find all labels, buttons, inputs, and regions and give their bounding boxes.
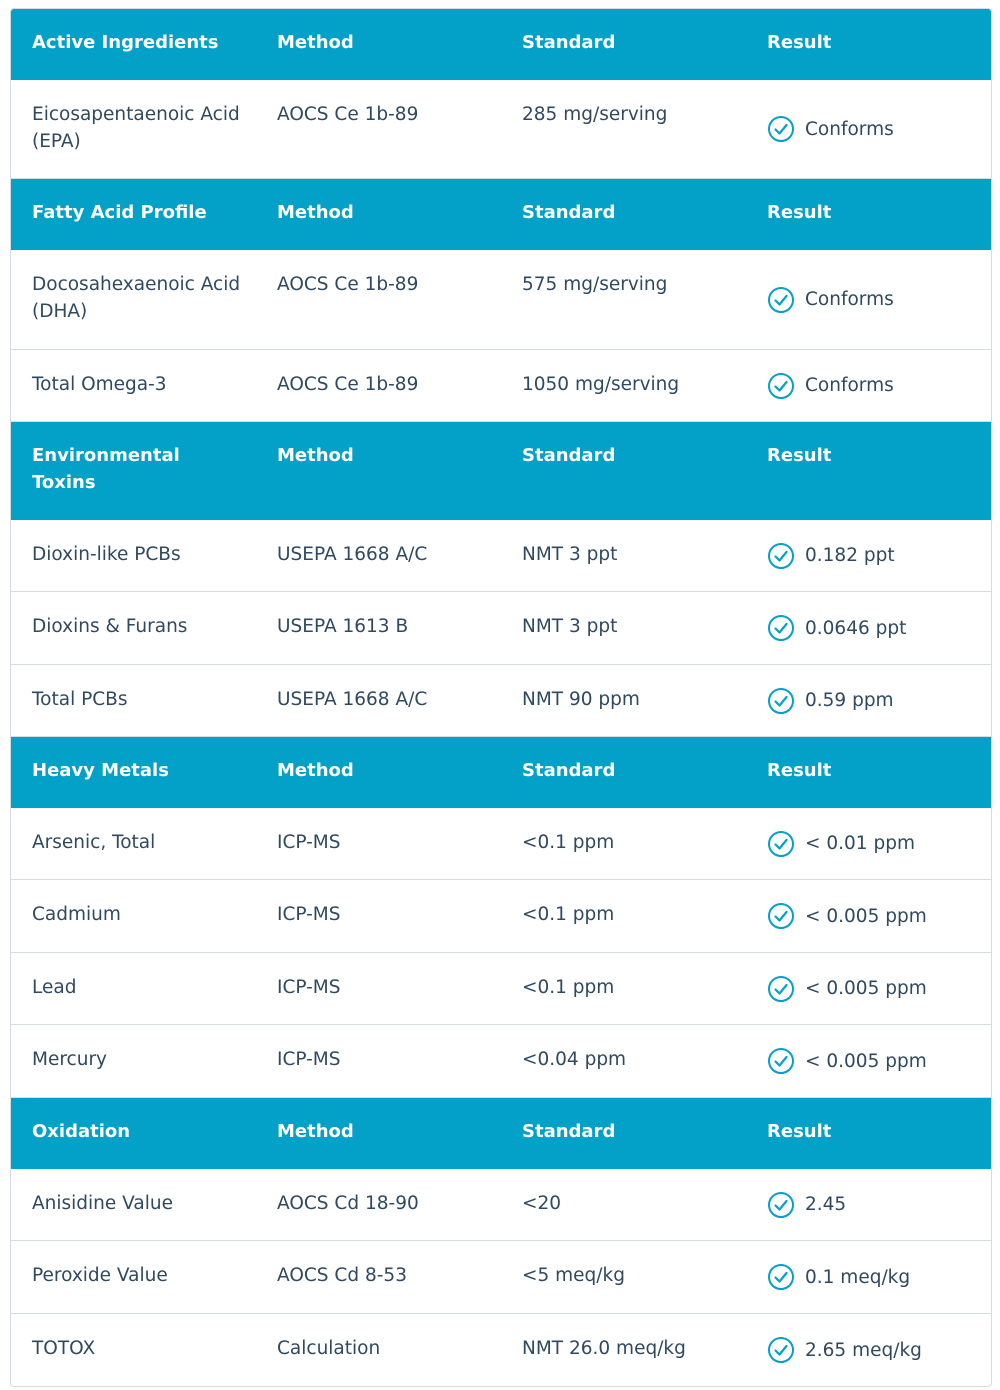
- method-value: AOCS Cd 8-53: [277, 1265, 407, 1286]
- result-cell: [746, 953, 991, 1024]
- result-cell: [746, 1169, 991, 1240]
- standard-value: 575 mg/serving: [522, 274, 668, 295]
- section-header-fatty-acid-profile: [11, 179, 991, 250]
- method-value: ICP-MS: [277, 832, 341, 853]
- check-circle-icon: [767, 975, 795, 1003]
- result-cell: [746, 250, 991, 349]
- result-cell: [746, 520, 991, 591]
- column-header-standard: Standard: [522, 1121, 616, 1142]
- check-circle-icon: [767, 902, 795, 930]
- table-row: [11, 665, 991, 737]
- column-header-result: Result: [767, 1121, 832, 1142]
- result-cell: [746, 350, 991, 421]
- result-value: < 0.005 ppm: [805, 1050, 927, 1072]
- result-cell: [746, 1025, 991, 1097]
- column-header-method: Method: [277, 760, 354, 781]
- section-header-active-ingredients: [11, 9, 991, 80]
- check-circle-icon: [767, 830, 795, 858]
- result-value: < 0.005 ppm: [805, 978, 927, 999]
- result-cell: [746, 1314, 991, 1386]
- analyte-name: Lead: [32, 977, 77, 998]
- analyte-name: Peroxide Value: [32, 1265, 168, 1286]
- result-cell: [746, 592, 991, 664]
- check-circle-icon: [767, 115, 795, 143]
- section-header-oxidation: [11, 1098, 991, 1169]
- check-circle-icon: [767, 687, 795, 715]
- standard-value: 1050 mg/serving: [522, 374, 680, 395]
- section-header-heavy-metals: [11, 737, 991, 808]
- method-value: AOCS Cd 18-90: [277, 1193, 419, 1214]
- table-row: [11, 350, 991, 422]
- method-value: ICP-MS: [277, 904, 341, 925]
- check-circle-icon: [767, 1047, 795, 1075]
- standard-value: NMT 26.0 meq/kg: [522, 1338, 686, 1359]
- analyte-name: Dioxins & Furans: [32, 616, 188, 637]
- analyte-name: Total Omega-3: [32, 374, 167, 395]
- analyte-name: TOTOX: [32, 1338, 96, 1359]
- result-value: 0.0646 ppt: [805, 617, 907, 639]
- table-row: [11, 1241, 991, 1314]
- method-value: AOCS Ce 1b-89: [277, 104, 419, 125]
- column-header-standard: Standard: [522, 202, 616, 223]
- section-title: Oxidation: [32, 1121, 131, 1142]
- method-value: AOCS Ce 1b-89: [277, 374, 419, 395]
- check-circle-icon: [767, 542, 795, 570]
- table-row: [11, 1169, 991, 1241]
- method-value: AOCS Ce 1b-89: [277, 274, 419, 295]
- method-value: USEPA 1613 B: [277, 616, 409, 637]
- column-header-result: Result: [767, 760, 832, 781]
- column-header-standard: Standard: [522, 32, 616, 53]
- table-row: [11, 520, 991, 592]
- analyte-name: Eicosapentaenoic Acid (EPA): [32, 104, 240, 152]
- standard-value: 285 mg/serving: [522, 104, 668, 125]
- standard-value: <5 meq/kg: [522, 1265, 625, 1286]
- check-circle-icon: [767, 1263, 795, 1291]
- standard-value: NMT 3 ppt: [522, 544, 618, 565]
- result-value: 0.182 ppt: [805, 545, 895, 566]
- result-value: < 0.005 ppm: [805, 905, 927, 927]
- result-cell: [746, 665, 991, 736]
- standard-value: <0.1 ppm: [522, 977, 615, 998]
- column-header-standard: Standard: [522, 445, 616, 466]
- column-header-result: Result: [767, 202, 832, 223]
- result-cell: [746, 880, 991, 952]
- column-header-result: Result: [767, 32, 832, 53]
- result-value: 0.1 meq/kg: [805, 1266, 911, 1288]
- analyte-name: Arsenic, Total: [32, 832, 156, 853]
- table-row: [11, 250, 991, 350]
- standard-value: <0.1 ppm: [522, 832, 615, 853]
- result-value: 2.65 meq/kg: [805, 1339, 922, 1361]
- result-value: 2.45: [805, 1194, 847, 1215]
- column-header-method: Method: [277, 445, 354, 466]
- check-circle-icon: [767, 286, 795, 314]
- method-value: Calculation: [277, 1338, 381, 1359]
- method-value: USEPA 1668 A/C: [277, 544, 428, 565]
- table-row: [11, 1314, 991, 1386]
- table-row: [11, 880, 991, 953]
- section-title: Fatty Acid Profile: [32, 202, 207, 223]
- result-value: 0.59 ppm: [805, 690, 894, 711]
- result-cell: [746, 80, 991, 178]
- analyte-name: Mercury: [32, 1049, 107, 1070]
- check-circle-icon: [767, 614, 795, 642]
- result-value: Conforms: [805, 375, 894, 396]
- column-header-method: Method: [277, 32, 354, 53]
- check-circle-icon: [767, 1191, 795, 1219]
- table-row: [11, 1025, 991, 1098]
- analyte-name: Total PCBs: [32, 689, 128, 710]
- check-circle-icon: [767, 1336, 795, 1364]
- table-row: [11, 592, 991, 665]
- method-value: ICP-MS: [277, 1049, 341, 1070]
- standard-value: NMT 90 ppm: [522, 689, 640, 710]
- analyte-name: Docosahexaenoic Acid (DHA): [32, 274, 241, 322]
- section-title: Environmental Toxins: [32, 445, 180, 493]
- results-table: [10, 8, 992, 1387]
- table-row: [11, 808, 991, 880]
- section-header-environmental-toxins: [11, 422, 991, 520]
- standard-value: <0.04 ppm: [522, 1049, 627, 1070]
- result-value: < 0.01 ppm: [805, 833, 915, 854]
- column-header-standard: Standard: [522, 760, 616, 781]
- column-header-method: Method: [277, 1121, 354, 1142]
- standard-value: <20: [522, 1193, 562, 1214]
- column-header-result: Result: [767, 445, 832, 466]
- analyte-name: Anisidine Value: [32, 1193, 173, 1214]
- result-value: Conforms: [805, 118, 894, 140]
- section-title: Heavy Metals: [32, 760, 169, 781]
- result-value: Conforms: [805, 289, 894, 310]
- section-title: Active Ingredients: [32, 32, 219, 53]
- column-header-method: Method: [277, 202, 354, 223]
- method-value: USEPA 1668 A/C: [277, 689, 428, 710]
- table-row: [11, 953, 991, 1025]
- check-circle-icon: [767, 372, 795, 400]
- standard-value: <0.1 ppm: [522, 904, 615, 925]
- table-row: [11, 80, 991, 179]
- method-value: ICP-MS: [277, 977, 341, 998]
- analyte-name: Cadmium: [32, 904, 121, 925]
- analyte-name: Dioxin-like PCBs: [32, 544, 181, 565]
- result-cell: [746, 808, 991, 879]
- result-cell: [746, 1241, 991, 1313]
- standard-value: NMT 3 ppt: [522, 616, 618, 637]
